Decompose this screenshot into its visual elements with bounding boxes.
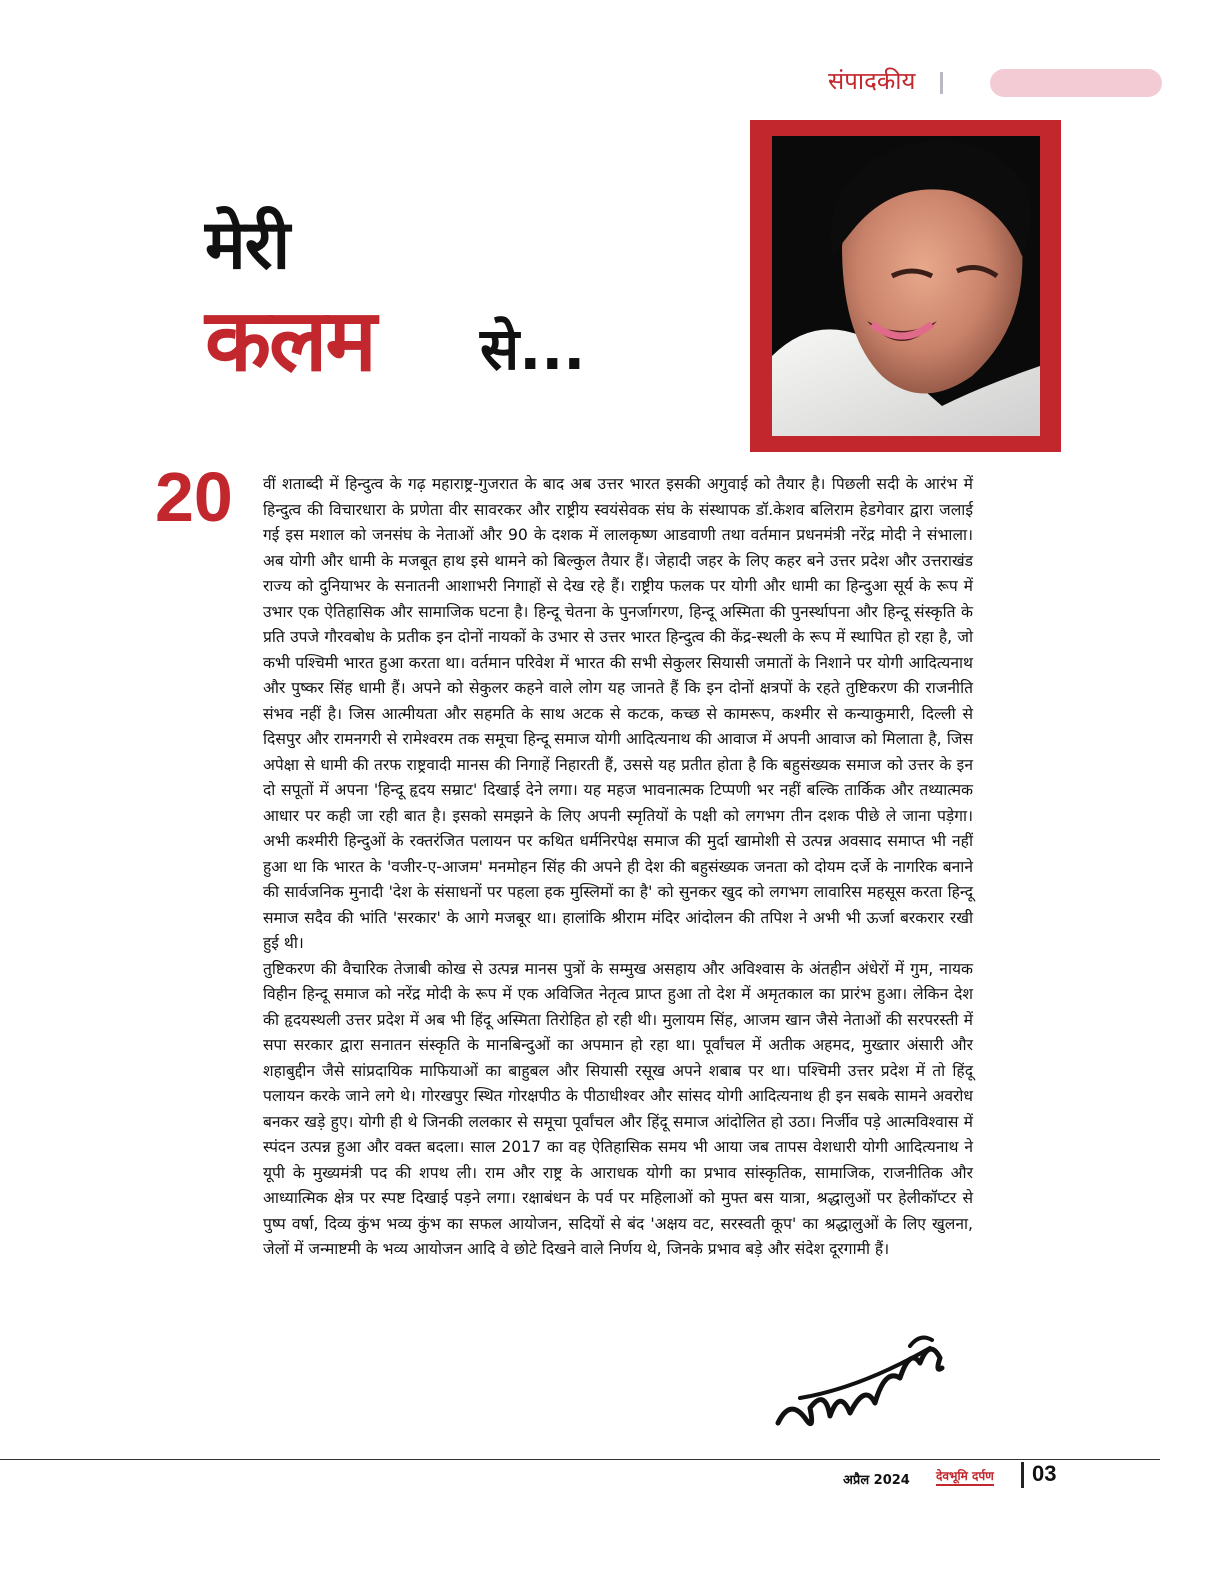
section-decoration: [990, 69, 1162, 97]
issue-month: अप्रैल 2024: [843, 1473, 910, 1488]
section-divider: [940, 72, 943, 94]
footer-rule: [0, 1459, 1160, 1460]
title-line-2-red: कलम: [205, 291, 375, 391]
drop-cap-number: 20: [155, 458, 233, 536]
article-paragraph: तुष्टिकरण की वैचारिक तेजाबी कोख से उत्पन्न मानस पुत्रों के सम्मुख असहाय और अविश्वास के अंतहीन अंधेरों में गुम, नायक विहीन हिन्दू समाज को नरेंद्र मोदी के रूप में एक अविजित नेतृत्व प्राप्त हुआ तो देश में अमृतकाल का प्रारंभ हुआ। लेकिन देश की हृदयस्थली उत्तर प्रदेश में अब भी हिंदू अस्मिता तिरोहित हो रही थी। मुलायम सिंह, आजम खान जैसे नेताओं की सरपरस्ती में सपा सरकार द्वारा सनातन संस्कृति के मानबिन्दुओं का अपमान हो रहा था। पूर्वांचल में अतीक अहमद, मुख्तार अंसारी और शहाबुद्दीन जैसे सांप्रदायिक माफियाओं का बाहुबल और सियासी रसूख अपने शबाब पर था। पश्चिमी उत्तर प्रदेश में तो हिंदू पलायन करके जाने लगे थे। गोरखपुर स्थित गोरक्षपीठ के पीठाधीश्वर और सांसद योगी आदित्यनाथ ही इन सबके सामने अवरोध बनकर खड़े हुए। योगी ही थे जिनकी ललकार से समूचा पूर्वांचल और हिंदू समाज आंदोलित हो उठा। निर्जीव पड़े आत्मविश्वास में स्पंदन उत्पन्न हुआ और वक्त बदला। साल 2017 का वह ऐतिहासिक समय भी आया जब तापस वेशधारी योगी आदित्यनाथ ने यूपी के मुख्यमंत्री पद की शपथ ली। राम और राष्ट्र के आराधक योगी का प्रभाव सांस्कृतिक, सामाजिक, राजनीतिक और आध्यात्मिक क्षेत्र पर स्पष्ट दिखाई पड़ने लगा। रक्षाबंधन के पर्व पर महिलाओं को मुफ्त बस यात्रा, श्रद्धालुओं पर हेलीकॉप्टर से पुष्प वर्षा, दिव्य कुंभ भव्य कुंभ का सफल आयोजन, सदियों से बंद 'अक्षय वट, सरस्वती कूप' का श्रद्धालुओं के लिए खुलना, जेलों में जन्माष्टमी के भव्य आयोजन आदि वे छोटे दिखने वाले निर्णय थे, जिनके प्रभाव बड़े और संदेश दूरगामी हैं।: [263, 959, 973, 1258]
title-line-2-black: से...: [480, 315, 586, 383]
footer-divider: [1021, 1462, 1024, 1488]
editor-signature: [770, 1328, 950, 1448]
author-photo: [772, 136, 1040, 436]
section-label: संपादकीय: [828, 67, 916, 95]
article-paragraph: वीं शताब्दी में हिन्दुत्व के गढ़ महाराष्ट्र-गुजरात के बाद अब उत्तर भारत इसकी अगुवाई को तैयार है। पिछली सदी के आरंभ में हिन्दुत्व की विचारधारा के प्रणेता वीर सावरकर और राष्ट्रीय स्वयंसेवक संघ के संस्थापक डॉ.केशव बलिराम हेडगेवार द्वारा जलाई गई इस मशाल को जनसंघ के नेताओं और 90 के दशक में लालकृष्ण आडवाणी तथा वर्तमान प्रधनमंत्री नरेंद्र मोदी ने संभाला। अब योगी और धामी के मजबूत हाथ इसे थामने को बिल्कुल तैयार हैं। जेहादी जहर के लिए कहर बने उत्तर प्रदेश और उत्तराखंड राज्य को दुनियाभर के सनातनी आशाभरी निगाहों से देख रहे हैं। राष्ट्रीय फलक पर योगी और धामी का हिन्दुआ सूर्य के रूप में उभार एक ऐतिहासिक और सामाजिक घटना है। हिन्दू चेतना के पुनर्जागरण, हिन्दू अस्मिता की पुनर्स्थापना और हिन्दू संस्कृति के प्रति उपजे गौरवबोध के प्रतीक इन दोनों नायकों के उभार से उत्तर भारत हिन्दुत्व की केंद्र-स्थली के रूप में स्थापित हो रहा है, जो कभी पश्चिमी भारत हुआ करता था। वर्तमान परिवेश में भारत की सभी सेकुलर सियासी जमातों के निशाने पर योगी आदित्यनाथ और पुष्कर सिंह धामी हैं। अपने को सेकुलर कहने वाले लोग यह जानते हैं कि इन दोनों क्षत्रपों के रहते तुष्टिकरण की राजनीति संभव नहीं है। जिस आत्मीयता और सहमति के साथ अटक से कटक, कच्छ से कामरूप, कश्मीर से कन्याकुमारी, दिल्ली से दिसपुर और रामनगरी से रामेश्वरम तक समूचा हिन्दू समाज योगी आदित्यनाथ की आवाज में अपनी आवाज को मिलाता है, जिस अपेक्षा से धामी की तरफ राष्ट्रवादी मानस की निगाहें निहारती हैं, उससे यह प्रतीत होता है कि बहुसंख्यक समाज को उत्तर के इन दो सपूतों में अपना 'हिन्दू हृदय सम्राट' दिखाई देने लगा। यह महज भावनात्मक टिप्पणी भर नहीं बल्कि तार्किक और तथ्यात्मक आधार पर कही जा रही बात है। इसको समझने के लिए अपनी स्मृतियों के पक्षी को लगभग तीन दशक पीछे ले जाना पड़ेगा। अभी कश्मीरी हिन्दुओं के रक्तरंजित पलायन पर कथित धर्मनिरपेक्ष समाज की मुर्दा खामोशी से उत्पन्न अवसाद समाप्त भी नहीं हुआ था कि भारत के 'वजीर-ए-आजम' मनमोहन सिंह की अपने ही देश की बहुसंख्यक जनता को दोयम दर्जे के नागरिक बनाने की सार्वजनिक मुनादी 'देश के संसाधनों पर पहला हक मुस्लिमों का है' को सुनकर खुद को लगभग लावारिस महसूस करता हिन्दू समाज सदैव की भांति 'सरकार' के आगे मजबूर था। हालांकि श्रीराम मंदिर आंदोलन की तपिश ने अभी भी ऊर्जा बरकरार रखी हुई थी।: [263, 475, 974, 952]
page-number: 03: [1032, 1461, 1057, 1486]
author-portrait-illustration: [772, 136, 1040, 436]
article-body: [263, 472, 973, 1263]
title-line-1: मेरी: [205, 206, 290, 285]
magazine-brand: देवभूमि दर्पण: [936, 1467, 994, 1486]
author-photo-frame: [750, 120, 1061, 452]
